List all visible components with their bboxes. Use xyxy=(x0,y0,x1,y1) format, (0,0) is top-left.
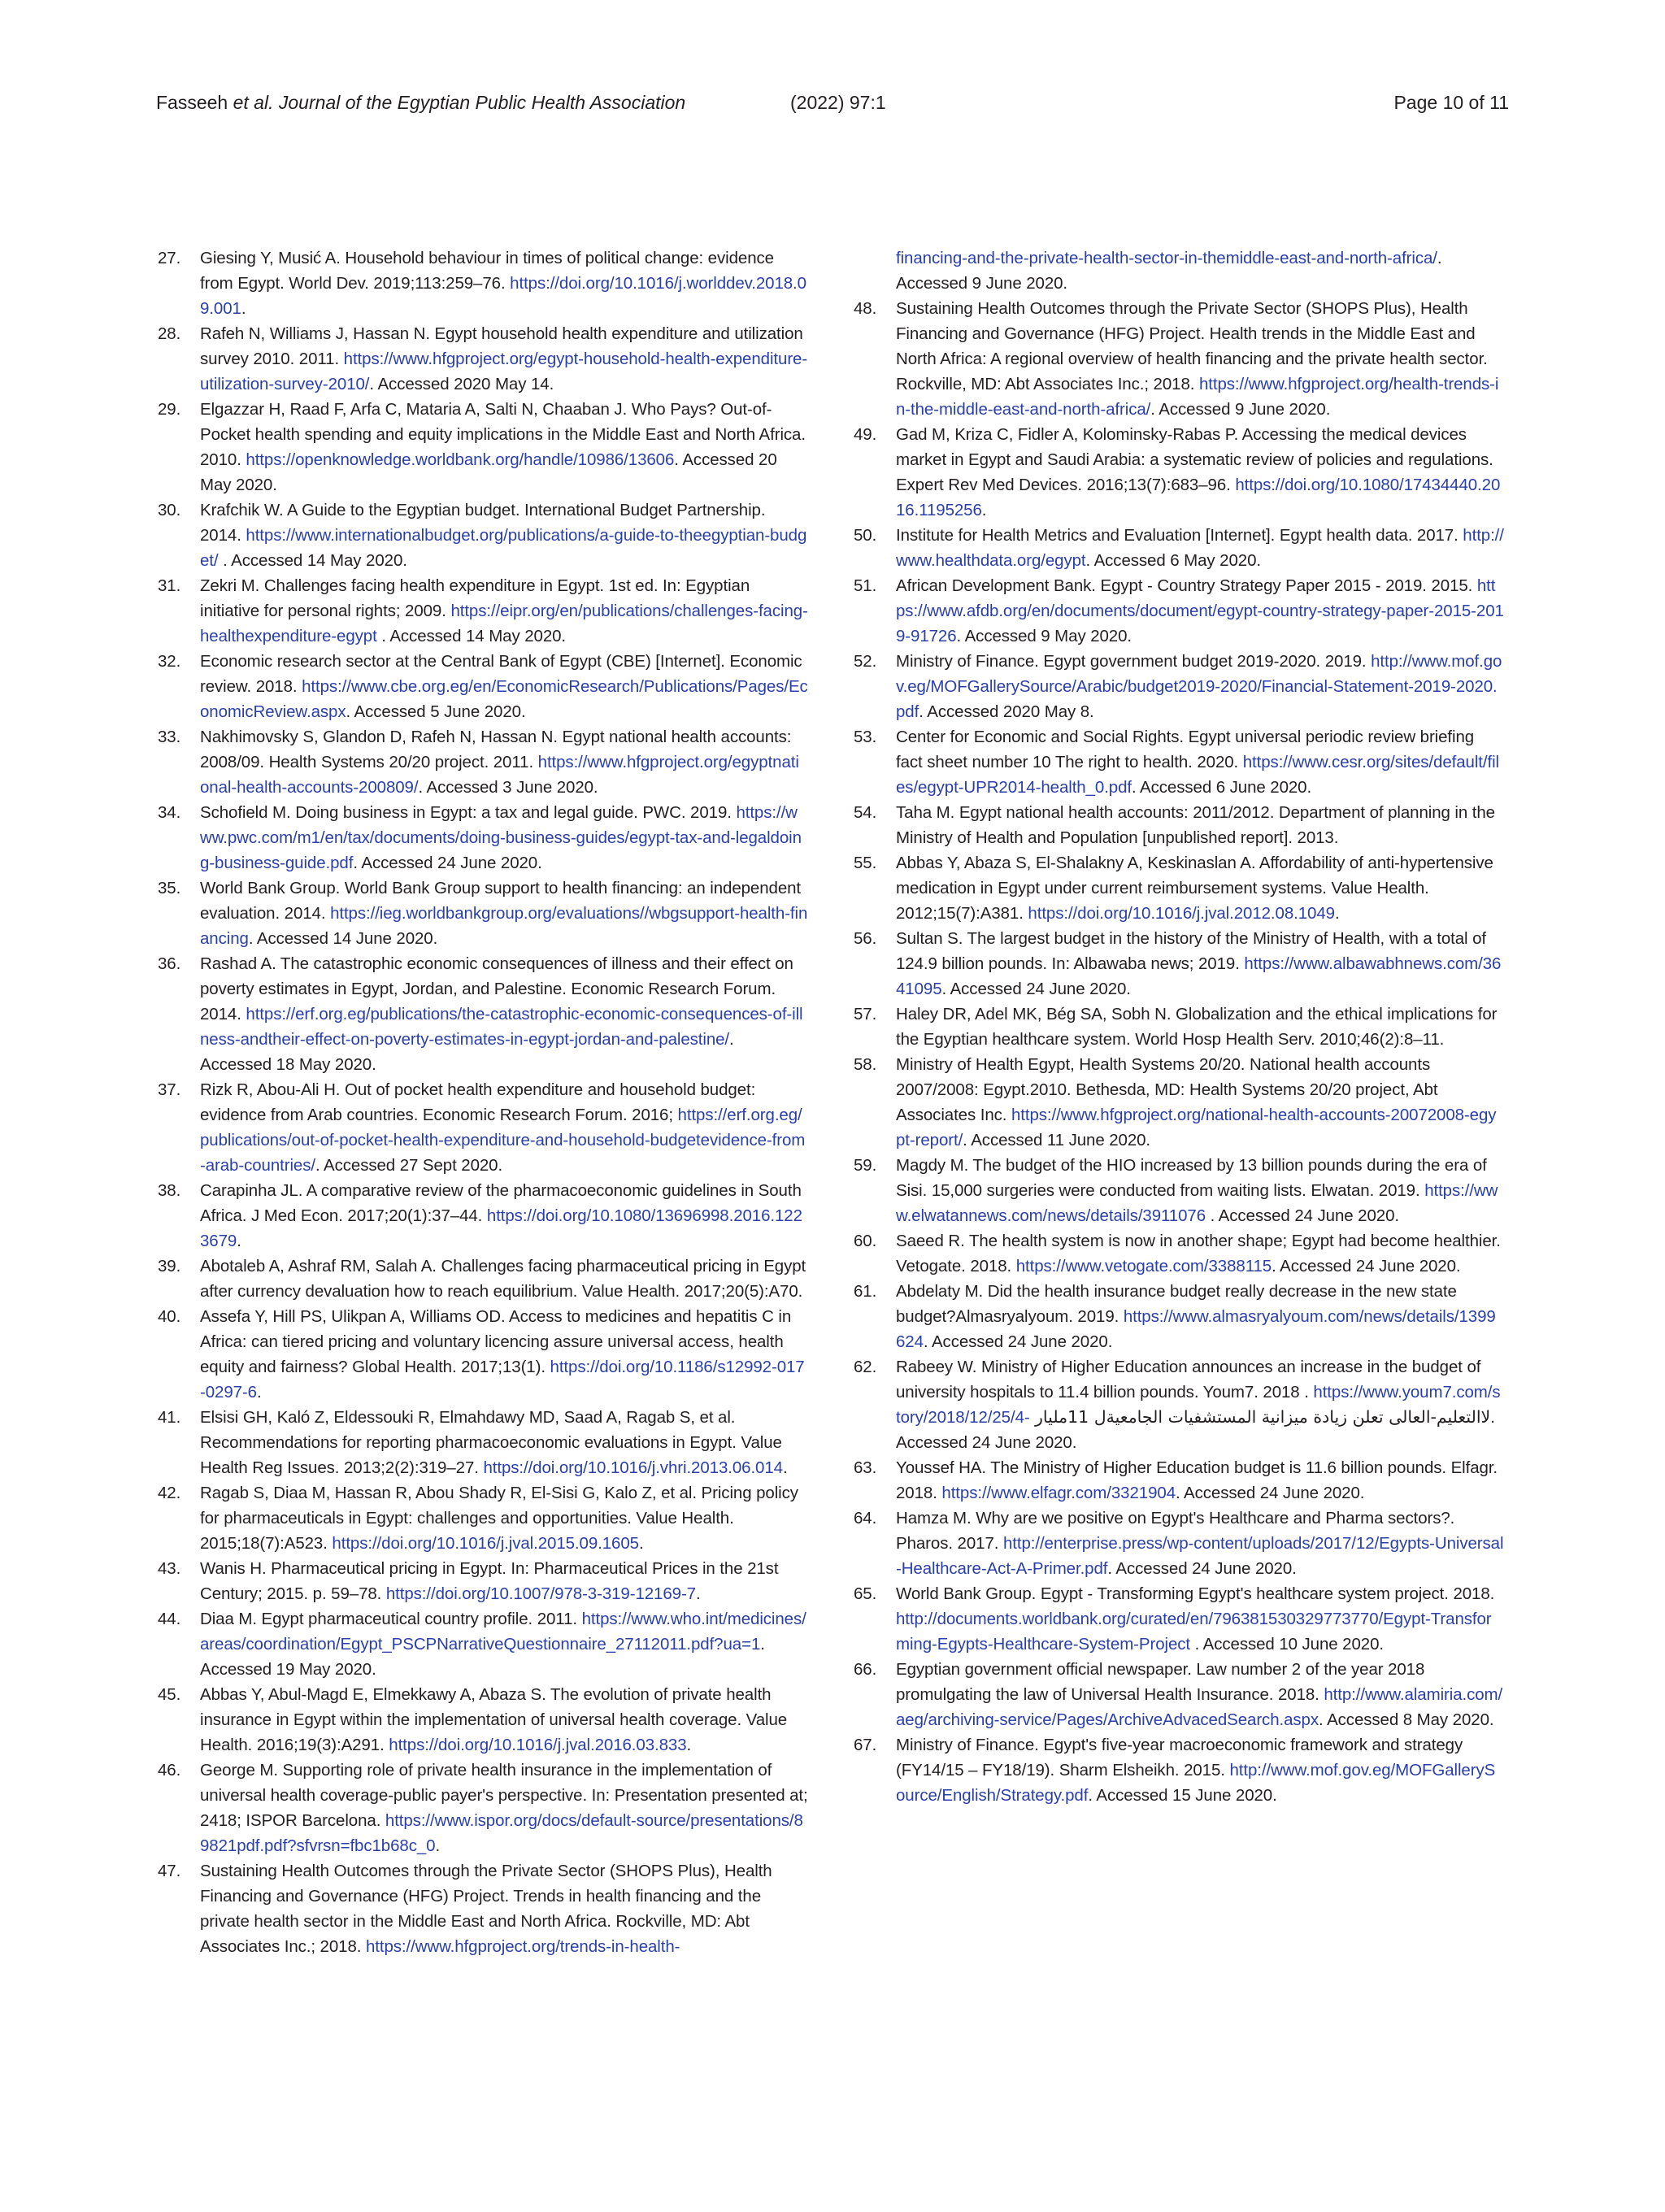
reference-link[interactable]: https://www.cesr.org/sites/default/files/egypt-UPR2014-health_0.pdf xyxy=(896,753,1499,797)
reference-text: Nakhimovsky S, Glandon D, Rafeh N, Hassan N. Egypt national health accounts: 2008/09. Health Systems 20/20 project. 2011. xyxy=(200,728,792,771)
reference-number: 51. xyxy=(854,576,877,595)
reference-item xyxy=(854,1354,1504,1455)
reference-tail: . xyxy=(237,1232,241,1250)
reference-number: 57. xyxy=(854,1005,877,1023)
reference-number: 55. xyxy=(854,854,877,872)
reference-text: Zekri M. Challenges facing health expenditure in Egypt. 1st ed. In: Egyptian initiative for personal rights; 2009. xyxy=(200,576,750,620)
reference-tail: . Accessed 10 June 2020. xyxy=(1190,1635,1384,1654)
reference-text: Abdelaty M. Did the health insurance budget really decrease in the new state budget?Almasryalyoum. 2019. xyxy=(896,1282,1457,1326)
reference-item xyxy=(158,498,808,573)
reference-tail: . xyxy=(638,1534,644,1553)
reference-number: 53. xyxy=(854,728,877,746)
reference-number: 48. xyxy=(854,299,877,318)
reference-tail: . xyxy=(981,501,987,519)
reference-item xyxy=(158,246,808,321)
reference-text: Center for Economic and Social Rights. Egypt universal periodic review briefing fact sheet number 10 The right to health. 2020. xyxy=(896,728,1475,771)
page-number: Page 10 of 11 xyxy=(1393,92,1509,113)
reference-item xyxy=(158,800,808,876)
reference-number: 39. xyxy=(158,1257,181,1275)
reference-link[interactable]: https://www.elwatannews.com/news/details/3911076 xyxy=(896,1181,1498,1225)
reference-number: 38. xyxy=(158,1181,181,1200)
reference-link[interactable]: https://www.youm7.com/story/2018/12/25/4- xyxy=(896,1383,1501,1427)
reference-number: 41. xyxy=(158,1408,181,1427)
reference-number: 46. xyxy=(158,1761,181,1780)
reference-item xyxy=(854,1581,1504,1657)
reference-tail: . Accessed 11 June 2020. xyxy=(963,1131,1151,1149)
reference-link[interactable]: https://www.hfgproject.org/egypt-household-health-expenditure-utilization-survey-2010/ xyxy=(200,350,808,393)
reference-tail: . Accessed 8 May 2020. xyxy=(1319,1710,1494,1729)
reference-link[interactable]: https://doi.org/10.1186/s12992-017-0297-6 xyxy=(200,1358,805,1402)
reference-link[interactable]: https://openknowledge.worldbank.org/handle/10986/13606 xyxy=(246,450,675,469)
reference-number: 29. xyxy=(158,400,181,419)
reference-number: 40. xyxy=(158,1307,181,1326)
reference-item xyxy=(854,649,1504,724)
running-head xyxy=(156,88,685,117)
reference-link[interactable]: https://www.who.int/medicines/areas/coordination/Egypt_PSCPNarrativeQuestionnaire_27112011.pdf?ua=1 xyxy=(200,1610,806,1654)
reference-link[interactable]: https://eipr.org/en/publications/challenges-facing-healthexpenditure-egypt xyxy=(200,602,808,645)
reference-text: Abbas Y, Abul-Magd E, Elmekkawy A, Abaza S. The evolution of private health insurance in Egypt within the implementation of universal health coverage. Value Health. 2016;19(3):A291. xyxy=(200,1685,788,1754)
reference-item xyxy=(158,951,808,1077)
reference-link[interactable]: https://www.afdb.org/en/documents/document/egypt-country-strategy-paper-2015-2019-91726 xyxy=(896,576,1504,645)
reference-number: 30. xyxy=(158,501,181,519)
reference-text: Diaa M. Egypt pharmaceutical country profile. 2011. xyxy=(200,1610,582,1628)
reference-item xyxy=(158,573,808,649)
reference-link[interactable]: https://www.internationalbudget.org/publications/a-guide-to-theegyptian-budget/ xyxy=(200,526,807,570)
reference-number: 42. xyxy=(158,1484,181,1502)
reference-arabic-title: لاالتعليم-العالى تعلن زيادة ميزانية المستشفيات الجامعيةل 11مليار xyxy=(1029,1407,1491,1427)
reference-tail: . xyxy=(435,1836,441,1855)
reference-number: 45. xyxy=(158,1685,181,1704)
reference-link[interactable]: https://doi.org/10.1016/j.vhri.2013.06.014 xyxy=(483,1458,783,1477)
reference-text: African Development Bank. Egypt - Country Strategy Paper 2015 - 2019. 2015. xyxy=(896,576,1477,595)
reference-link[interactable]: https://www.hfgproject.org/national-health-accounts-20072008-egypt-report/ xyxy=(896,1106,1497,1149)
reference-link[interactable]: https://doi.org/10.1016/j.worlddev.2018.09.001 xyxy=(200,274,806,318)
reference-number: 31. xyxy=(158,576,181,595)
reference-link[interactable]: https://www.hfgproject.org/egyptnational-health-accounts-200809/ xyxy=(200,753,799,797)
reference-item xyxy=(854,1002,1504,1052)
reference-link[interactable]: https://www.albawabhnews.com/3641095 xyxy=(896,954,1502,998)
reference-text: Assefa Y, Hill PS, Ulikpan A, Williams OD. Access to medicines and hepatitis C in Africa: can tiered pricing and voluntary licencing assure universal access, health equity and fairness? Global Health. 2017;13(1). xyxy=(200,1307,792,1376)
reference-link[interactable]: financing-and-the-private-health-sector-in-themiddle-east-and-north-africa/ xyxy=(896,249,1437,267)
reference-text: Magdy M. The budget of the HIO increased by 13 billion pounds during the era of Sisi. 15,000 surgeries were conducted from waiting lists. Elwatan. 2019. xyxy=(896,1156,1487,1200)
reference-link[interactable]: http://www.alamiria.com/aeg/archiving-service/Pages/ArchiveAdvacedSearch.aspx xyxy=(896,1685,1503,1729)
reference-item xyxy=(854,926,1504,1002)
reference-number: 60. xyxy=(854,1232,877,1250)
reference-number: 63. xyxy=(854,1458,877,1477)
reference-text: Rafeh N, Williams J, Hassan N. Egypt household health expenditure and utilization survey 2010. 2011. xyxy=(200,324,803,368)
reference-tail: . xyxy=(256,1383,262,1402)
reference-tail: . Accessed 18 May 2020. xyxy=(200,1030,734,1074)
reference-tail: . Accessed 24 June 2020. xyxy=(941,980,1131,998)
reference-number: 36. xyxy=(158,954,181,973)
reference-number: 50. xyxy=(854,526,877,545)
reference-text: World Bank Group. World Bank Group support to health financing: an independent evaluation. 2014. xyxy=(200,879,802,923)
reference-link[interactable]: https://erf.org.eg/publications/the-catastrophic-economic-consequences-of-illness-andtheir-effect-on-poverty-estimates-in-egypt-jordan-and-palestine/ xyxy=(200,1005,803,1049)
reference-number: 28. xyxy=(158,324,181,343)
reference-text: Ministry of Finance. Egypt government budget 2019-2020. 2019. xyxy=(896,652,1372,671)
reference-link[interactable]: http://www.mof.gov.eg/MOFGallerySource/English/Strategy.pdf xyxy=(896,1761,1496,1805)
reference-link[interactable]: https://www.cbe.org.eg/en/EconomicResearch/Publications/Pages/EconomicReview.aspx xyxy=(200,677,808,721)
reference-number: 59. xyxy=(854,1156,877,1175)
reference-number: 54. xyxy=(854,803,877,822)
references-right-column xyxy=(854,246,1504,1808)
reference-tail: . Accessed 24 June 2020. xyxy=(1206,1206,1399,1225)
reference-item xyxy=(158,1682,808,1758)
reference-tail: . xyxy=(1334,904,1340,923)
reference-number: 67. xyxy=(854,1736,877,1754)
reference-text: Egyptian government official newspaper. Law number 2 of the year 2018 promulgating the law of Universal Health Insurance. 2018. xyxy=(896,1660,1425,1704)
reference-tail: . Accessed 24 June 2020. xyxy=(896,1408,1495,1452)
reference-link[interactable]: https://ieg.worldbankgroup.org/evaluations//wbgsupport-health-financing xyxy=(200,904,808,948)
reference-item xyxy=(854,1506,1504,1581)
reference-number: 61. xyxy=(854,1282,877,1301)
reference-tail: . Accessed 24 June 2020. xyxy=(1272,1257,1461,1275)
reference-item xyxy=(854,724,1504,800)
reference-item xyxy=(854,422,1504,523)
reference-text: Rizk R, Abou-Ali H. Out of pocket health expenditure and household budget: evidence from Arab countries. Economic Research Forum. 2016; xyxy=(200,1080,756,1124)
reference-link[interactable]: http://enterprise.press/wp-content/uploads/2017/12/Egypts-Universal-Healthcare-Act-A-Primer.pdf xyxy=(896,1534,1504,1578)
reference-text: Economic research sector at the Central Bank of Egypt (CBE) [Internet]. Economic review. 2018. xyxy=(200,652,802,696)
reference-tail: . Accessed 24 June 2020. xyxy=(1107,1559,1297,1578)
reference-item xyxy=(854,1455,1504,1506)
reference-item xyxy=(854,296,1504,422)
reference-item xyxy=(854,1153,1504,1228)
reference-tail: . Accessed 9 June 2020. xyxy=(1150,400,1331,419)
header-journal: Journal of the Egyptian Public Health Association xyxy=(273,92,686,113)
reference-tail: . Accessed 2020 May 8. xyxy=(919,702,1094,721)
reference-item xyxy=(158,1480,808,1556)
reference-number: 58. xyxy=(854,1055,877,1074)
reference-link[interactable]: https://doi.org/10.1080/17434440.2016.1195256 xyxy=(896,476,1501,519)
reference-tail: . Accessed 14 May 2020. xyxy=(376,627,567,645)
reference-tail: . Accessed 15 June 2020. xyxy=(1088,1786,1277,1805)
reference-link[interactable]: https://doi.org/10.1080/13696998.2016.1223679 xyxy=(200,1206,802,1250)
reference-number: 35. xyxy=(158,879,181,897)
reference-number: 52. xyxy=(854,652,877,671)
reference-item xyxy=(158,1858,808,1959)
reference-link[interactable]: https://www.hfgproject.org/health-trends-in-the-middle-east-and-north-africa/ xyxy=(896,375,1499,419)
reference-link[interactable]: http://www.mof.gov.eg/MOFGallerySource/Arabic/budget2019-2020/Financial-Statement-2019-2020.pdf xyxy=(896,652,1502,721)
reference-text: Wanis H. Pharmaceutical pricing in Egypt. In: Pharmaceutical Prices in the 21st Century; 2015. p. 59–78. xyxy=(200,1559,779,1603)
reference-text: Rashad A. The catastrophic economic consequences of illness and their effect on poverty estimates in Egypt, Jordan, and Palestine. Economic Research Forum. 2014. xyxy=(200,954,793,1023)
reference-tail: . Accessed 5 June 2020. xyxy=(346,702,526,721)
header-authors: Fasseeh xyxy=(156,92,233,113)
reference-tail: . xyxy=(696,1584,701,1603)
reference-link[interactable]: https://doi.org/10.1016/j.jval.2016.03.833 xyxy=(389,1736,687,1754)
reference-item xyxy=(158,1556,808,1606)
reference-item xyxy=(158,1077,808,1178)
reference-link[interactable]: https://www.pwc.com/m1/en/tax/documents/doing-business-guides/egypt-tax-and-legaldoing-business-guide.pdf xyxy=(200,803,802,872)
reference-item xyxy=(854,850,1504,926)
reference-link[interactable]: https://erf.org.eg/publications/out-of-pocket-health-expenditure-and-household-budgetevidence-from-arab-countries/ xyxy=(200,1106,806,1175)
reference-text: Ministry of Finance. Egypt's five-year macroeconomic framework and strategy (FY14/15 – FY18/19). Sharm Elsheikh. 2015. xyxy=(896,1736,1463,1780)
reference-tail: . Accessed 3 June 2020. xyxy=(418,778,598,797)
reference-text: Youssef HA. The Ministry of Higher Education budget is 11.6 billion pounds. Elfagr. 2018. xyxy=(896,1458,1498,1502)
reference-text: Elsisi GH, Kaló Z, Eldessouki R, Elmahdawy MD, Saad A, Ragab S, et al. Recommendations for reporting pharmacoeconomic evaluations in Egypt. Value Health Reg Issues. 2013;2(2):319–27. xyxy=(200,1408,782,1477)
reference-item xyxy=(854,1052,1504,1153)
reference-text: Institute for Health Metrics and Evaluation [Internet]. Egypt health data. 2017. xyxy=(896,526,1463,545)
references-left-column xyxy=(158,246,808,1959)
reference-text: Ministry of Health Egypt, Health Systems 20/20. National health accounts 2007/2008: Egypt.2010. Bethesda, MD: Health Systems 20/20 project, Abt Associates Inc. xyxy=(896,1055,1438,1124)
reference-link[interactable]: https://doi.org/10.1016/j.jval.2015.09.1605 xyxy=(332,1534,639,1553)
reference-tail: . Accessed 9 June 2020. xyxy=(896,249,1442,293)
reference-item xyxy=(158,724,808,800)
reference-item xyxy=(158,649,808,724)
reference-tail: . xyxy=(782,1458,788,1477)
reference-text: Elgazzar H, Raad F, Arfa C, Mataria A, Salti N, Chaaban J. Who Pays? Out-of-Pocket health spending and equity implications in the Middle East and North Africa. 2010. xyxy=(200,400,806,469)
reference-text: Gad M, Kriza C, Fidler A, Kolominsky-Rabas P. Accessing the medical devices market in Egypt and Saudi Arabia: a systematic review of policies and regulations. Expert Rev Med Devices. 2016;13(7):683–96. xyxy=(896,425,1493,494)
reference-text: Schofield M. Doing business in Egypt: a tax and legal guide. PWC. 2019. xyxy=(200,803,737,822)
reference-text: Hamza M. Why are we positive on Egypt's Healthcare and Pharma sectors?. Pharos. 2017. xyxy=(896,1509,1455,1553)
reference-link[interactable]: https://www.hfgproject.org/trends-in-health- xyxy=(365,1937,680,1956)
reference-text: Ragab S, Diaa M, Hassan R, Abou Shady R, El-Sisi G, Kalo Z, et al. Pricing policy for pharmaceuticals in Egypt: challenges and opportunities. Value Health. 2015;18(7):A523. xyxy=(200,1484,798,1553)
reference-number: 32. xyxy=(158,652,181,671)
reference-tail: . Accessed 20 May 2020. xyxy=(200,450,777,494)
reference-link[interactable]: https://www.vetogate.com/3388115 xyxy=(1015,1257,1272,1275)
reference-text: Saeed R. The health system is now in another shape; Egypt had become healthier. Vetogate. 2018. xyxy=(896,1232,1501,1275)
reference-item xyxy=(854,1657,1504,1732)
reference-text: Krafchik W. A Guide to the Egyptian budget. International Budget Partnership. 2014. xyxy=(200,501,766,545)
header-etal: et al. xyxy=(233,92,274,113)
reference-text: Carapinha JL. A comparative review of the pharmacoeconomic guidelines in South Africa. J Med Econ. 2017;20(1):37–44. xyxy=(200,1181,802,1225)
reference-text: George M. Supporting role of private health insurance in the implementation of universal health coverage-public payer's perspective. In: Presentation presented at; 2418; ISPOR Barcelona. xyxy=(200,1761,808,1830)
reference-item xyxy=(158,1606,808,1682)
reference-tail: . Accessed 6 June 2020. xyxy=(1132,778,1312,797)
reference-text: Haley DR, Adel MK, Bég SA, Sobh N. Globalization and the ethical implications for the Egyptian healthcare system. World Hosp Health Serv. 2010;46(2):8–11. xyxy=(896,1005,1498,1049)
reference-item xyxy=(854,1228,1504,1279)
reference-number: 64. xyxy=(854,1509,877,1528)
reference-item xyxy=(158,1254,808,1304)
reference-text: Taha M. Egypt national health accounts: 2011/2012. Department of planning in the Ministry of Health and Population [unpublished report]. 2013. xyxy=(896,803,1495,847)
reference-tail: . Accessed 2020 May 14. xyxy=(369,375,554,393)
reference-tail: . Accessed 19 May 2020. xyxy=(200,1635,765,1679)
reference-item xyxy=(854,573,1504,649)
reference-number: 66. xyxy=(854,1660,877,1679)
reference-link[interactable]: http://www.healthdata.org/egypt xyxy=(896,526,1504,570)
reference-tail: . Accessed 24 June 2020. xyxy=(1176,1484,1365,1502)
reference-text: Abbas Y, Abaza S, El-Shalakny A, Keskinaslan A. Affordability of anti-hypertensive medication in Egypt under current reimbursement systems. Value Health. 2012;15(7):A381. xyxy=(896,854,1493,923)
reference-tail: . Accessed 6 May 2020. xyxy=(1085,551,1261,570)
reference-tail: . Accessed 9 May 2020. xyxy=(956,627,1132,645)
reference-link[interactable]: https://www.ispor.org/docs/default-source/presentations/89821pdf.pdf?sfvrsn=fbc1b68c_0 xyxy=(200,1811,803,1855)
reference-link[interactable]: https://doi.org/10.1016/j.jval.2012.08.1049 xyxy=(1028,904,1335,923)
reference-item xyxy=(158,397,808,498)
reference-link[interactable]: https://www.elfagr.com/3321904 xyxy=(941,1484,1176,1502)
reference-number: 47. xyxy=(158,1862,181,1880)
reference-text: World Bank Group. Egypt - Transforming Egypt's healthcare system project. 2018. xyxy=(896,1584,1495,1603)
reference-number: 43. xyxy=(158,1559,181,1578)
reference-number: 37. xyxy=(158,1080,181,1099)
reference-tail: . Accessed 24 June 2020. xyxy=(353,854,542,872)
reference-tail: . Accessed 27 Sept 2020. xyxy=(315,1156,503,1175)
reference-link[interactable]: https://www.almasryalyoum.com/news/details/1399624 xyxy=(896,1307,1496,1351)
reference-number: 34. xyxy=(158,803,181,822)
reference-item xyxy=(854,523,1504,573)
reference-item xyxy=(854,800,1504,850)
reference-tail: . Accessed 14 May 2020. xyxy=(218,551,407,570)
reference-item xyxy=(158,1304,808,1405)
reference-number: 33. xyxy=(158,728,181,746)
reference-item xyxy=(158,876,808,951)
reference-tail: . xyxy=(686,1736,692,1754)
reference-item xyxy=(854,1279,1504,1354)
header-volume: (2022) 97:1 xyxy=(790,92,886,113)
reference-item xyxy=(158,1178,808,1254)
reference-continuation xyxy=(854,246,1504,296)
reference-item xyxy=(158,321,808,397)
reference-text: Sustaining Health Outcomes through the Private Sector (SHOPS Plus), Health Financing and Governance (HFG) Project. Health trends in the Middle East and North Africa: A regional overview of health financing and the private health sector. Rockville, MD: Abt Associates Inc.; 2018. xyxy=(896,299,1488,393)
reference-text: Giesing Y, Musić A. Household behaviour in times of political change: evidence from Egypt. World Dev. 2019;113:259–76. xyxy=(200,249,774,293)
reference-number: 62. xyxy=(854,1358,877,1376)
reference-text: Abotaleb A, Ashraf RM, Salah A. Challenges facing pharmaceutical pricing in Egypt after currency devaluation how to reach equilibrium. Value Health. 2017;20(5):A70. xyxy=(200,1257,806,1301)
page-header xyxy=(156,88,1509,117)
reference-text: Rabeey W. Ministry of Higher Education announces an increase in the budget of university hospitals to 11.4 billion pounds. Youm7. 2018 . xyxy=(896,1358,1481,1402)
reference-tail: . Accessed 14 June 2020. xyxy=(248,929,438,948)
reference-item xyxy=(158,1405,808,1480)
reference-link[interactable]: https://doi.org/10.1007/978-3-319-12169-7 xyxy=(385,1584,696,1603)
reference-item xyxy=(158,1758,808,1858)
reference-text: Sustaining Health Outcomes through the Private Sector (SHOPS Plus), Health Financing and Governance (HFG) Project. Trends in health financing and the private health sector in the Middle East and North Africa. Rockville, MD: Abt Associates Inc.; 2018. xyxy=(200,1862,772,1956)
reference-number: 56. xyxy=(854,929,877,948)
reference-tail: . xyxy=(241,299,246,318)
reference-number: 44. xyxy=(158,1610,181,1628)
reference-item xyxy=(854,1732,1504,1808)
reference-number: 65. xyxy=(854,1584,877,1603)
reference-link[interactable]: http://documents.worldbank.org/curated/en/796381530329773770/Egypt-Transforming-Egypts-Healthcare-System-Project xyxy=(896,1610,1492,1654)
reference-tail: . Accessed 24 June 2020. xyxy=(923,1332,1113,1351)
reference-number: 27. xyxy=(158,249,181,267)
reference-number: 49. xyxy=(854,425,877,444)
reference-text: Sultan S. The largest budget in the history of the Ministry of Health, with a total of 124.9 billion pounds. In: Albawaba news; 2019. xyxy=(896,929,1486,973)
